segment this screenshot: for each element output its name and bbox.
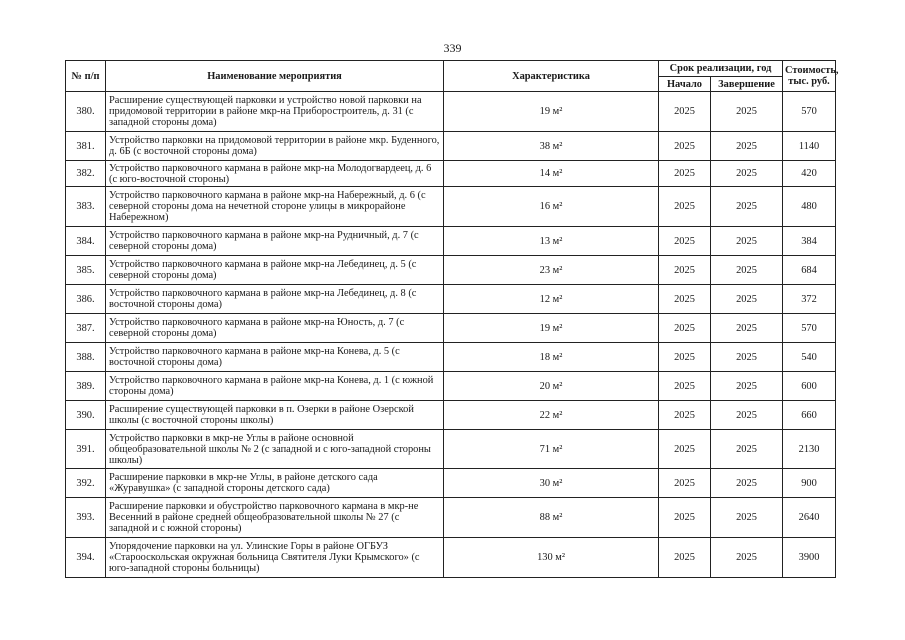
table-row	[66, 430, 836, 469]
row-name: Устройство парковочного кармана в районе мкр-на Лебединец, д. 8 (с восточной стороны дома)	[106, 285, 444, 314]
table-row	[66, 372, 836, 401]
row-characteristic: 130 м²	[444, 538, 659, 578]
row-start-year: 2025	[659, 498, 711, 538]
row-characteristic: 20 м²	[444, 372, 659, 401]
row-cost: 660	[783, 401, 836, 430]
row-characteristic: 16 м²	[444, 187, 659, 227]
row-end-year: 2025	[711, 285, 783, 314]
row-characteristic: 22 м²	[444, 401, 659, 430]
row-number: 380.	[66, 92, 106, 132]
row-cost: 570	[783, 92, 836, 132]
row-characteristic: 12 м²	[444, 285, 659, 314]
row-end-year: 2025	[711, 430, 783, 469]
row-number: 383.	[66, 187, 106, 227]
row-number: 389.	[66, 372, 106, 401]
row-end-year: 2025	[711, 132, 783, 161]
row-number: 391.	[66, 430, 106, 469]
row-number: 382.	[66, 161, 106, 187]
row-name: Расширение парковки и обустройство парковочного кармана в мкр-не Весенний в районе средней общеобразовательной школы № 27 (с западной и с южной стороны)	[106, 498, 444, 538]
table-row	[66, 498, 836, 538]
row-name: Устройство парковочного кармана в районе мкр-на Рудничный, д. 7 (с северной стороны дома)	[106, 227, 444, 256]
row-cost: 420	[783, 161, 836, 187]
row-end-year: 2025	[711, 401, 783, 430]
table-row	[66, 538, 836, 578]
row-end-year: 2025	[711, 92, 783, 132]
row-cost: 570	[783, 314, 836, 343]
header-cost: Стоимость, тыс. руб.	[783, 61, 836, 92]
row-cost: 480	[783, 187, 836, 227]
row-characteristic: 23 м²	[444, 256, 659, 285]
row-number: 392.	[66, 469, 106, 498]
row-cost: 540	[783, 343, 836, 372]
row-end-year: 2025	[711, 538, 783, 578]
row-name: Устройство парковки в мкр-не Углы в районе основной общеобразовательной школы № 2 (с западной и с юго-западной стороны школы)	[106, 430, 444, 469]
row-start-year: 2025	[659, 401, 711, 430]
row-start-year: 2025	[659, 343, 711, 372]
row-name: Устройство парковочного кармана в районе мкр-на Юность, д. 7 (с северной стороны дома)	[106, 314, 444, 343]
table-row	[66, 187, 836, 227]
row-cost: 684	[783, 256, 836, 285]
row-name: Устройство парковки на придомовой территории в районе мкр. Буденного, д. 6Б (с восточной стороны дома)	[106, 132, 444, 161]
row-name: Расширение парковки в мкр-не Углы, в районе детского сада «Журавушка» (с западной стороны детского сада)	[106, 469, 444, 498]
row-end-year: 2025	[711, 469, 783, 498]
row-characteristic: 19 м²	[444, 92, 659, 132]
row-name: Расширение существующей парковки в п. Озерки в районе Озерской школы (с восточной стороны школы)	[106, 401, 444, 430]
row-characteristic: 14 м²	[444, 161, 659, 187]
row-start-year: 2025	[659, 92, 711, 132]
row-start-year: 2025	[659, 285, 711, 314]
row-start-year: 2025	[659, 227, 711, 256]
row-number: 394.	[66, 538, 106, 578]
row-cost: 2640	[783, 498, 836, 538]
row-end-year: 2025	[711, 498, 783, 538]
row-start-year: 2025	[659, 314, 711, 343]
row-start-year: 2025	[659, 256, 711, 285]
header-end: Завершение	[711, 77, 783, 92]
row-number: 390.	[66, 401, 106, 430]
row-cost: 384	[783, 227, 836, 256]
row-number: 385.	[66, 256, 106, 285]
header-period: Срок реализации, год	[659, 61, 783, 77]
row-end-year: 2025	[711, 343, 783, 372]
table-row	[66, 227, 836, 256]
table-row	[66, 343, 836, 372]
row-start-year: 2025	[659, 469, 711, 498]
row-characteristic: 18 м²	[444, 343, 659, 372]
table-row	[66, 285, 836, 314]
row-end-year: 2025	[711, 314, 783, 343]
row-number: 384.	[66, 227, 106, 256]
row-start-year: 2025	[659, 372, 711, 401]
table-body	[66, 92, 836, 578]
table-row	[66, 314, 836, 343]
row-characteristic: 88 м²	[444, 498, 659, 538]
table-row	[66, 469, 836, 498]
row-cost: 600	[783, 372, 836, 401]
row-characteristic: 30 м²	[444, 469, 659, 498]
row-start-year: 2025	[659, 430, 711, 469]
row-cost: 372	[783, 285, 836, 314]
row-start-year: 2025	[659, 187, 711, 227]
row-number: 388.	[66, 343, 106, 372]
row-number: 393.	[66, 498, 106, 538]
row-name: Устройство парковочного кармана в районе мкр-на Лебединец, д. 5 (с северной стороны дома)	[106, 256, 444, 285]
row-characteristic: 71 м²	[444, 430, 659, 469]
table-row	[66, 256, 836, 285]
row-end-year: 2025	[711, 187, 783, 227]
row-start-year: 2025	[659, 161, 711, 187]
row-name: Расширение существующей парковки и устройство новой парковки на придомовой территории в районе мкр-на Приборостроитель, д. 31 (с западной стороны дома)	[106, 92, 444, 132]
row-name: Упорядочение парковки на ул. Улинские Горы в районе ОГБУЗ «Старооскольская окружная больница Святителя Луки Крымского» (с юго-западной стороны больницы)	[106, 538, 444, 578]
row-name: Устройство парковочного кармана в районе мкр-на Конева, д. 1 (с южной стороны дома)	[106, 372, 444, 401]
row-characteristic: 38 м²	[444, 132, 659, 161]
measures-table	[65, 60, 839, 578]
row-cost: 2130	[783, 430, 836, 469]
row-end-year: 2025	[711, 227, 783, 256]
header-start: Начало	[659, 77, 711, 92]
row-characteristic: 13 м²	[444, 227, 659, 256]
row-number: 387.	[66, 314, 106, 343]
row-name: Устройство парковочного кармана в районе мкр-на Молодогвардеец, д. 6 (с юго-восточной стороны)	[106, 161, 444, 187]
table-row	[66, 401, 836, 430]
row-number: 386.	[66, 285, 106, 314]
row-cost: 3900	[783, 538, 836, 578]
row-start-year: 2025	[659, 538, 711, 578]
header-characteristic: Характеристика	[444, 61, 659, 92]
row-characteristic: 19 м²	[444, 314, 659, 343]
row-end-year: 2025	[711, 161, 783, 187]
table-row	[66, 132, 836, 161]
row-cost: 900	[783, 469, 836, 498]
row-end-year: 2025	[711, 372, 783, 401]
row-end-year: 2025	[711, 256, 783, 285]
row-name: Устройство парковочного кармана в районе мкр-на Набережный, д. 6 (с северной стороны дома на нечетной стороне улицы в микрорайоне Набережном)	[106, 187, 444, 227]
header-num: № п/п	[66, 61, 106, 92]
header-name: Наименование мероприятия	[106, 61, 444, 92]
table-row	[66, 161, 836, 187]
row-number: 381.	[66, 132, 106, 161]
table-row	[66, 92, 836, 132]
row-name: Устройство парковочного кармана в районе мкр-на Конева, д. 5 (с восточной стороны дома)	[106, 343, 444, 372]
row-cost: 1140	[783, 132, 836, 161]
row-start-year: 2025	[659, 132, 711, 161]
page-number: 339	[443, 41, 462, 55]
